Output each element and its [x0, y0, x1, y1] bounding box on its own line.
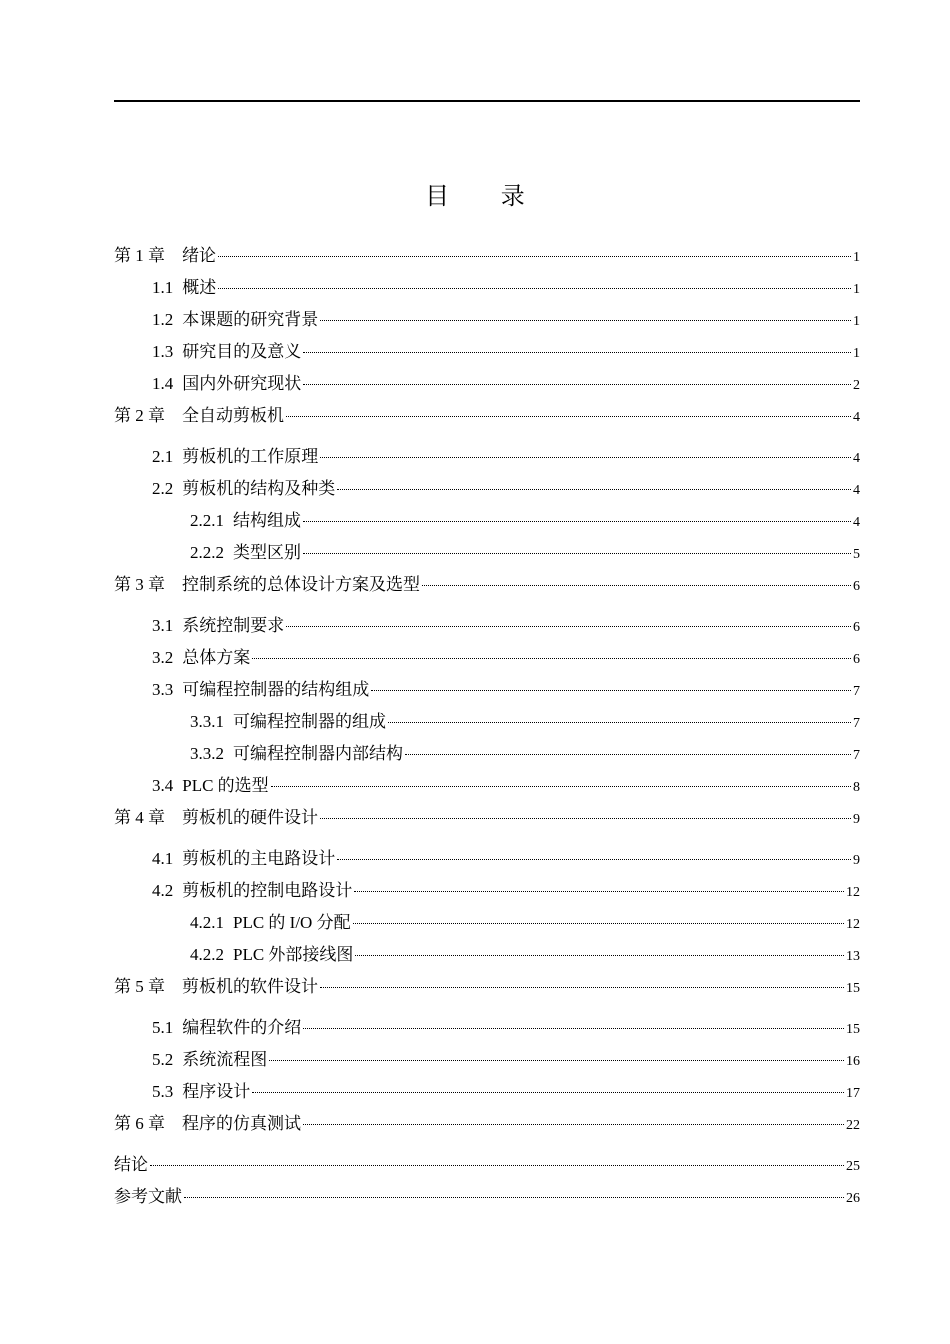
- page-title: 目 录: [425, 182, 547, 210]
- toc-entry[interactable]: [114, 272, 860, 304]
- toc-dot-leader: [320, 987, 844, 988]
- toc-entry[interactable]: [114, 706, 860, 738]
- toc-entry[interactable]: [114, 971, 860, 1003]
- toc-entry[interactable]: [114, 441, 860, 473]
- toc-entry-title: 程序设计: [182, 1082, 251, 1101]
- toc-entry-page: 1: [853, 282, 860, 297]
- toc-entry-number: 3.1: [152, 616, 174, 635]
- toc-entry[interactable]: [114, 1149, 860, 1181]
- toc-entry-title: 可编程控制器的组成: [233, 712, 386, 731]
- toc-entry-title: 系统控制要求: [182, 616, 285, 635]
- toc-entry-title: 概述: [182, 278, 217, 297]
- toc-entry-page: 17: [846, 1086, 860, 1101]
- toc-entry-title: 国内外研究现状: [182, 374, 302, 393]
- toc-entry-title: 编程软件的介绍: [182, 1018, 302, 1037]
- toc-entry-title: 结构组成: [233, 511, 301, 530]
- toc-dot-leader: [286, 416, 851, 417]
- toc-entry[interactable]: [114, 674, 860, 706]
- toc-entry-page: 4: [853, 483, 860, 498]
- toc-entry-page: 1: [853, 250, 860, 265]
- toc-entry-page: 5: [853, 547, 860, 562]
- toc-entry-number: 3.3.1: [190, 712, 224, 731]
- toc-entry-title: 绪论: [182, 246, 216, 266]
- toc-entry[interactable]: [114, 368, 860, 400]
- toc-entry-page: 6: [853, 579, 860, 594]
- toc-entry-number: 第 1 章: [114, 246, 165, 265]
- toc-dot-leader: [371, 690, 851, 691]
- toc-entry-page: 13: [846, 949, 860, 964]
- toc-entry-title: PLC 外部接线图: [233, 945, 354, 964]
- toc-entry-title: 可编程控制器的结构组成: [182, 680, 370, 699]
- toc-entry-title: 剪板机的硬件设计: [182, 808, 318, 828]
- toc-entry-number: 2.2.1: [190, 511, 224, 530]
- toc-dot-leader: [218, 256, 851, 257]
- toc-entry-title: 剪板机的主电路设计: [182, 849, 336, 868]
- toc-entry[interactable]: [114, 1012, 860, 1044]
- toc-entry-page: 7: [853, 748, 860, 763]
- toc-entry-title: 全自动剪板机: [182, 406, 284, 426]
- toc-entry-page: 6: [853, 620, 860, 635]
- toc-entry-page: 1: [853, 314, 860, 329]
- toc-entry-number: 3.2: [152, 648, 174, 667]
- toc-dot-leader: [218, 288, 851, 289]
- toc-entry[interactable]: [114, 610, 860, 642]
- toc-dot-leader: [405, 754, 851, 755]
- toc-entry-title: 类型区别: [233, 543, 301, 562]
- toc-entry-title: 可编程控制器内部结构: [233, 744, 403, 763]
- toc-entry-number: 1.2: [152, 310, 174, 329]
- toc-entry-number: 第 2 章: [114, 406, 165, 425]
- toc-entry-page: 2: [853, 378, 860, 393]
- toc-entry-title: PLC 的 I/O 分配: [233, 913, 351, 932]
- toc-entry-number: 4.2.1: [190, 913, 224, 932]
- toc-entry-page: 16: [846, 1054, 860, 1069]
- toc-entry-number: 2.2: [152, 479, 174, 498]
- toc-entry-title: 总体方案: [182, 648, 251, 667]
- toc-entry-page: 12: [846, 885, 860, 900]
- toc-entry[interactable]: [114, 1181, 860, 1213]
- toc-entry[interactable]: [114, 770, 860, 802]
- toc-entry[interactable]: [114, 738, 860, 770]
- toc-entry-title: 剪板机的软件设计: [182, 977, 318, 997]
- toc-entry-number: 1.3: [152, 342, 174, 361]
- toc-entry-number: 5.3: [152, 1082, 174, 1101]
- toc-entry-number: 第 4 章: [114, 808, 165, 827]
- toc-entry[interactable]: [114, 802, 860, 834]
- toc-entry[interactable]: [114, 843, 860, 875]
- toc-dot-leader: [337, 859, 851, 860]
- toc-dot-leader: [269, 1060, 844, 1061]
- toc-entry-title: 结论: [114, 1155, 148, 1175]
- toc-dot-leader: [286, 626, 851, 627]
- toc-entry-title: 系统流程图: [182, 1050, 268, 1069]
- toc-entry-page: 1: [853, 346, 860, 361]
- toc-entry-title: 研究目的及意义: [182, 342, 302, 361]
- toc-dot-leader: [252, 1092, 844, 1093]
- toc-entry[interactable]: [114, 240, 860, 272]
- toc-entry-number: 第 6 章: [114, 1114, 165, 1133]
- toc-dot-leader: [320, 818, 851, 819]
- toc-entry[interactable]: [114, 1044, 860, 1076]
- toc-entry-title: 剪板机的控制电路设计: [182, 881, 353, 900]
- toc-entry-number: 第 3 章: [114, 575, 165, 594]
- toc-entry-number: 5.1: [152, 1018, 174, 1037]
- header-rule: [114, 100, 860, 102]
- toc-dot-leader: [252, 658, 851, 659]
- toc-dot-leader: [271, 786, 851, 787]
- toc-entry-title: 剪板机的工作原理: [182, 447, 319, 466]
- toc-entry-number: 第 5 章: [114, 977, 165, 996]
- toc-entry-page: 26: [846, 1191, 860, 1206]
- toc-entry-number: 5.2: [152, 1050, 174, 1069]
- toc-entry-title: 程序的仿真测试: [182, 1114, 301, 1134]
- toc-entry-page: 8: [853, 780, 860, 795]
- toc-dot-leader: [422, 585, 851, 586]
- toc-dot-leader: [303, 1028, 844, 1029]
- toc-entry-number: 2.1: [152, 447, 174, 466]
- toc-entry[interactable]: [114, 907, 860, 939]
- toc-entry-number: 2.2.2: [190, 543, 224, 562]
- toc-entry-number: 3.3: [152, 680, 174, 699]
- toc-entry[interactable]: [114, 505, 860, 537]
- toc-entry-number: 1.1: [152, 278, 174, 297]
- toc-entry[interactable]: [114, 537, 860, 569]
- toc-entry[interactable]: [114, 336, 860, 368]
- toc-dot-leader: [320, 320, 851, 321]
- toc-entry[interactable]: [114, 939, 860, 971]
- toc-entry[interactable]: [114, 473, 860, 505]
- toc-dot-leader: [184, 1197, 844, 1198]
- toc-dot-leader: [353, 923, 844, 924]
- toc-entry-page: 7: [853, 684, 860, 699]
- toc-entry-title: 参考文献: [114, 1187, 182, 1207]
- toc-entry[interactable]: [114, 642, 860, 674]
- toc-dot-leader: [320, 457, 851, 458]
- toc-entry-number: 4.2.2: [190, 945, 224, 964]
- toc-dot-leader: [303, 384, 851, 385]
- toc-entry[interactable]: [114, 304, 860, 336]
- toc-dot-leader: [303, 553, 851, 554]
- toc-dot-leader: [354, 891, 844, 892]
- toc-entry[interactable]: [114, 1076, 860, 1108]
- toc-entry-page: 7: [853, 716, 860, 731]
- toc-entry-title: 控制系统的总体设计方案及选型: [182, 575, 420, 595]
- toc-entry-page: 15: [846, 981, 860, 996]
- toc-entry-page: 9: [853, 853, 860, 868]
- toc-entry-title: 剪板机的结构及种类: [182, 479, 336, 498]
- toc-entry-page: 4: [853, 451, 860, 466]
- toc-dot-leader: [150, 1165, 844, 1166]
- toc-entry[interactable]: [114, 569, 860, 601]
- toc-entry-number: 3.4: [152, 776, 174, 795]
- toc-entry-page: 6: [853, 652, 860, 667]
- toc-entry-page: 4: [853, 410, 860, 425]
- toc-entry-page: 15: [846, 1022, 860, 1037]
- toc-entry-page: 25: [846, 1159, 860, 1174]
- toc-dot-leader: [303, 352, 851, 353]
- toc-dot-leader: [337, 489, 851, 490]
- toc-entry[interactable]: [114, 875, 860, 907]
- toc-entry-number: 3.3.2: [190, 744, 224, 763]
- toc-entry-title: 本课题的研究背景: [182, 310, 319, 329]
- toc-entry-page: 22: [846, 1118, 860, 1133]
- toc-dot-leader: [388, 722, 851, 723]
- toc-dot-leader: [303, 521, 851, 522]
- toc-entry-number: 4.2: [152, 881, 174, 900]
- toc-entry-number: 1.4: [152, 374, 174, 393]
- toc-dot-leader: [303, 1124, 844, 1125]
- toc-entry-page: 4: [853, 515, 860, 530]
- toc-entry[interactable]: [114, 1108, 860, 1140]
- toc-entry[interactable]: [114, 400, 860, 432]
- toc-entry-page: 9: [853, 812, 860, 827]
- toc-entry-number: 4.1: [152, 849, 174, 868]
- toc-entry-page: 12: [846, 917, 860, 932]
- toc-dot-leader: [355, 955, 844, 956]
- toc-entry-title: PLC 的选型: [182, 776, 269, 795]
